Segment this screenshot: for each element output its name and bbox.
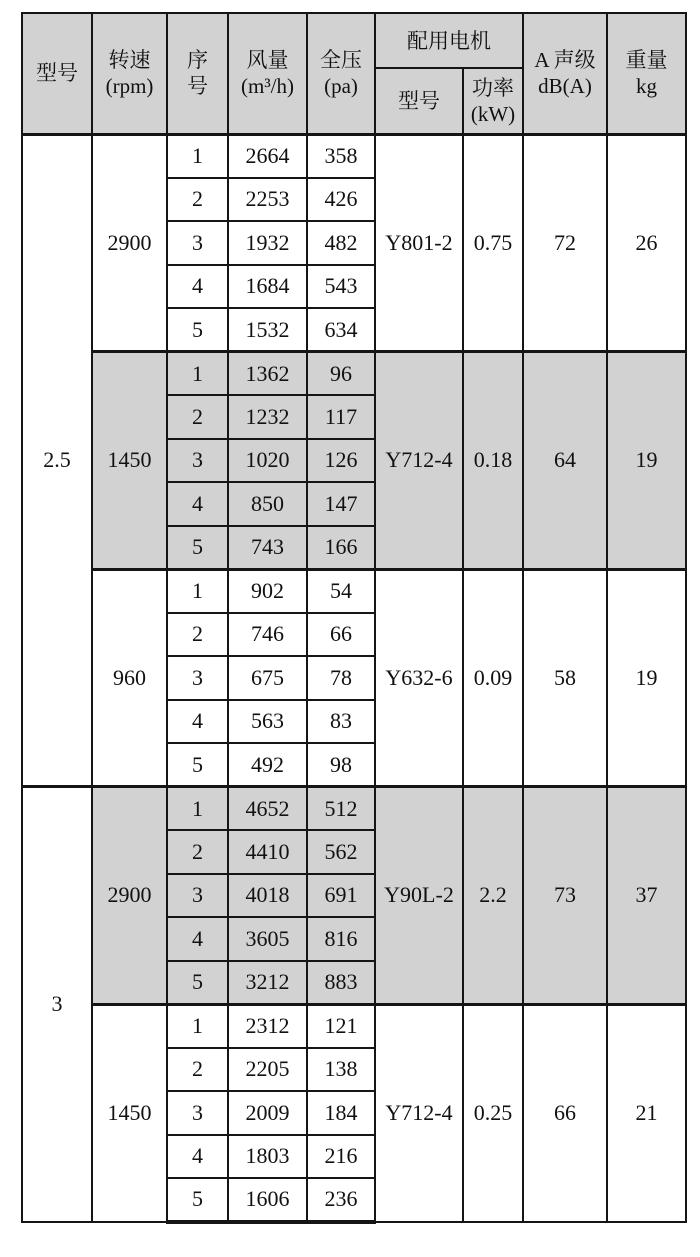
pressure-cell: 98 [307, 743, 375, 787]
serial-cell: 3 [167, 874, 228, 918]
table-row [22, 134, 686, 178]
pressure-cell: 883 [307, 961, 375, 1005]
motor-power-cell: 0.18 [463, 352, 523, 570]
airflow-cell: 4652 [228, 787, 307, 831]
serial-cell: 3 [167, 439, 228, 483]
motor-model-cell: Y632-6 [375, 569, 463, 787]
table-header [22, 13, 686, 134]
serial-cell: 2 [167, 1048, 228, 1092]
pressure-cell: 184 [307, 1091, 375, 1135]
pressure-cell: 236 [307, 1178, 375, 1222]
table-row [22, 569, 686, 613]
airflow-cell: 2253 [228, 178, 307, 222]
serial-cell: 5 [167, 526, 228, 570]
rpm-cell: 2900 [92, 787, 167, 1005]
motor-model-cell: Y801-2 [375, 134, 463, 352]
weight-cell: 26 [607, 134, 686, 352]
header-model-label: 型号 [36, 61, 78, 86]
rpm-cell: 2900 [92, 134, 167, 352]
pressure-cell: 96 [307, 352, 375, 396]
serial-cell: 5 [167, 743, 228, 787]
pressure-cell: 166 [307, 526, 375, 570]
airflow-cell: 563 [228, 700, 307, 744]
weight-cell: 19 [607, 569, 686, 787]
table-row [22, 787, 686, 831]
airflow-cell: 1803 [228, 1135, 307, 1179]
pressure-cell: 482 [307, 221, 375, 265]
serial-cell: 2 [167, 395, 228, 439]
serial-cell: 2 [167, 830, 228, 874]
serial-cell: 1 [167, 352, 228, 396]
airflow-cell: 2664 [228, 134, 307, 178]
pressure-cell: 54 [307, 569, 375, 613]
pressure-cell: 358 [307, 134, 375, 178]
noise-level-cell: 64 [523, 352, 607, 570]
serial-cell: 4 [167, 265, 228, 309]
header-noise: A 声级 dB(A) [523, 13, 607, 134]
model-cell: 3 [22, 787, 92, 1222]
pressure-cell: 121 [307, 1004, 375, 1048]
pressure-cell: 543 [307, 265, 375, 309]
table-row [22, 1004, 686, 1048]
pressure-cell: 816 [307, 917, 375, 961]
weight-cell: 37 [607, 787, 686, 1005]
airflow-cell: 1362 [228, 352, 307, 396]
rpm-cell: 960 [92, 569, 167, 787]
serial-cell: 3 [167, 656, 228, 700]
airflow-cell: 492 [228, 743, 307, 787]
header-airflow: 风量 (m³/h) [228, 13, 307, 134]
airflow-cell: 1232 [228, 395, 307, 439]
serial-cell: 5 [167, 1178, 228, 1222]
motor-power-cell: 2.2 [463, 787, 523, 1005]
header-pressure: 全压 (pa) [307, 13, 375, 134]
weight-cell: 21 [607, 1004, 686, 1222]
serial-cell: 4 [167, 1135, 228, 1179]
noise-level-cell: 58 [523, 569, 607, 787]
header-serial: 序 号 [167, 13, 228, 134]
pressure-cell: 691 [307, 874, 375, 918]
airflow-cell: 4018 [228, 874, 307, 918]
serial-cell: 5 [167, 961, 228, 1005]
motor-model-cell: Y712-4 [375, 1004, 463, 1222]
serial-cell: 1 [167, 1004, 228, 1048]
airflow-cell: 850 [228, 482, 307, 526]
noise-level-cell: 66 [523, 1004, 607, 1222]
header-motor-model: 型号 [375, 68, 463, 134]
airflow-cell: 2009 [228, 1091, 307, 1135]
airflow-cell: 3605 [228, 917, 307, 961]
airflow-cell: 1532 [228, 308, 307, 352]
motor-power-cell: 0.25 [463, 1004, 523, 1222]
pressure-cell: 83 [307, 700, 375, 744]
pressure-cell: 117 [307, 395, 375, 439]
airflow-cell: 902 [228, 569, 307, 613]
airflow-cell: 4410 [228, 830, 307, 874]
airflow-cell: 675 [228, 656, 307, 700]
pressure-cell: 512 [307, 787, 375, 831]
motor-model-cell: Y90L-2 [375, 787, 463, 1005]
table-body [22, 134, 686, 1222]
header-model [22, 13, 92, 134]
header-speed: 转速 (rpm) [92, 13, 167, 134]
pressure-cell: 138 [307, 1048, 375, 1092]
spec-table [21, 12, 687, 1224]
serial-cell: 3 [167, 221, 228, 265]
model-cell: 2.5 [22, 134, 92, 787]
pressure-cell: 216 [307, 1135, 375, 1179]
serial-cell: 3 [167, 1091, 228, 1135]
noise-level-cell: 73 [523, 787, 607, 1005]
header-weight: 重量 kg [607, 13, 686, 134]
airflow-cell: 2205 [228, 1048, 307, 1092]
serial-cell: 1 [167, 569, 228, 613]
serial-cell: 1 [167, 134, 228, 178]
airflow-cell: 1606 [228, 1178, 307, 1222]
serial-cell: 4 [167, 700, 228, 744]
pressure-cell: 126 [307, 439, 375, 483]
pressure-cell: 426 [307, 178, 375, 222]
motor-model-cell: Y712-4 [375, 352, 463, 570]
motor-power-cell: 0.09 [463, 569, 523, 787]
serial-cell: 1 [167, 787, 228, 831]
header-motor-power: 功率 (kW) [463, 68, 523, 134]
header-motor-group: 配用电机 [375, 13, 523, 68]
airflow-cell: 1932 [228, 221, 307, 265]
serial-cell: 2 [167, 613, 228, 657]
airflow-cell: 746 [228, 613, 307, 657]
pressure-cell: 66 [307, 613, 375, 657]
noise-level-cell: 72 [523, 134, 607, 352]
motor-power-cell: 0.75 [463, 134, 523, 352]
header-row-1 [22, 13, 686, 68]
table-row [22, 352, 686, 396]
serial-cell: 5 [167, 308, 228, 352]
serial-cell: 4 [167, 482, 228, 526]
pressure-cell: 78 [307, 656, 375, 700]
airflow-cell: 1684 [228, 265, 307, 309]
rpm-cell: 1450 [92, 1004, 167, 1222]
rpm-cell: 1450 [92, 352, 167, 570]
airflow-cell: 2312 [228, 1004, 307, 1048]
airflow-cell: 3212 [228, 961, 307, 1005]
pressure-cell: 147 [307, 482, 375, 526]
serial-cell: 2 [167, 178, 228, 222]
pressure-cell: 634 [307, 308, 375, 352]
weight-cell: 19 [607, 352, 686, 570]
airflow-cell: 1020 [228, 439, 307, 483]
serial-cell: 4 [167, 917, 228, 961]
pressure-cell: 562 [307, 830, 375, 874]
airflow-cell: 743 [228, 526, 307, 570]
